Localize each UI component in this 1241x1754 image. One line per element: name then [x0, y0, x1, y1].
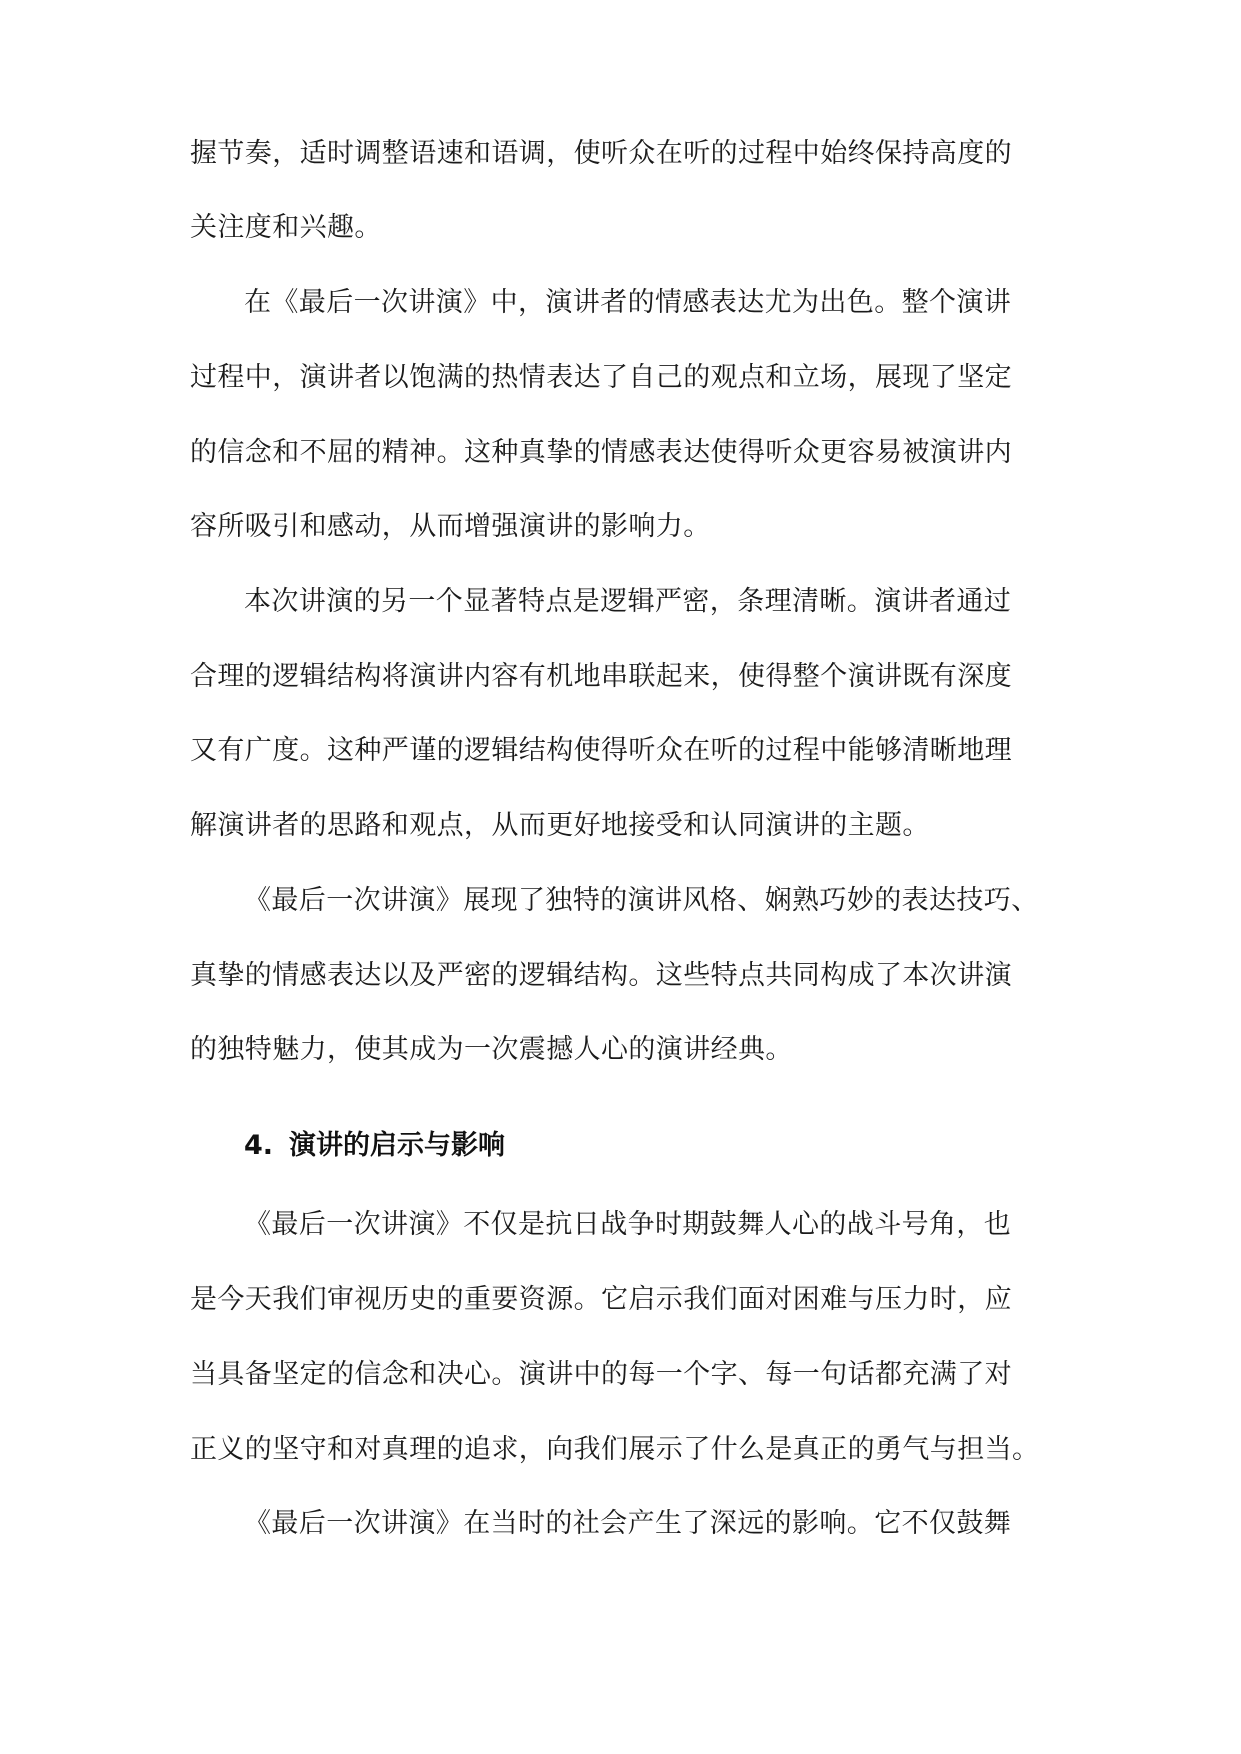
paragraph-line: 容所吸引和感动，从而增强演讲的影响力。 [190, 511, 711, 542]
paragraph-line: 过程中，演讲者以饱满的热情表达了自己的观点和立场，展现了坚定 [190, 362, 1012, 393]
paragraph-line: 握节奏，适时调整语速和语调，使听众在听的过程中始终保持高度的 [190, 138, 1012, 169]
paragraph-line: 在《最后一次讲演》中，演讲者的情感表达尤为出色。整个演讲 [244, 287, 1012, 318]
paragraph-line: 本次讲演的另一个显著特点是逻辑严密，条理清晰。演讲者通过 [244, 586, 1012, 617]
paragraph-line: 的信念和不屈的精神。这种真挚的情感表达使得听众更容易被演讲内 [190, 437, 1012, 468]
paragraph-line: 真挚的情感表达以及严密的逻辑结构。这些特点共同构成了本次讲演 [190, 960, 1012, 991]
paragraph-line: 《最后一次讲演》不仅是抗日战争时期鼓舞人心的战斗号角，也 [244, 1209, 1012, 1240]
paragraph-line: 合理的逻辑结构将演讲内容有机地串联起来，使得整个演讲既有深度 [190, 661, 1012, 692]
paragraph-line: 《最后一次讲演》展现了独特的演讲风格、娴熟巧妙的表达技巧、 [244, 885, 1039, 916]
paragraph-line: 正义的坚守和对真理的追求，向我们展示了什么是真正的勇气与担当。 [190, 1434, 1040, 1465]
section-heading [244, 1126, 1050, 1166]
paragraph-line: 关注度和兴趣。 [190, 212, 382, 243]
paragraph-line: 《最后一次讲演》在当时的社会产生了深远的影响。它不仅鼓舞 [244, 1508, 1012, 1539]
section-title: 演讲的启示与影响 [289, 1130, 506, 1161]
paragraph-line: 的独特魅力，使其成为一次震撼人心的演讲经典。 [190, 1034, 793, 1065]
paragraph-line: 当具备坚定的信念和决心。演讲中的每一个字、每一句话都充满了对 [190, 1359, 1012, 1390]
section-number: 4. [244, 1130, 274, 1161]
paragraph-line: 又有广度。这种严谨的逻辑结构使得听众在听的过程中能够清晰地理 [190, 735, 1012, 766]
paragraph-line: 是今天我们审视历史的重要资源。它启示我们面对困难与压力时，应 [190, 1284, 1012, 1315]
paragraph-line: 解演讲者的思路和观点，从而更好地接受和认同演讲的主题。 [190, 810, 930, 841]
